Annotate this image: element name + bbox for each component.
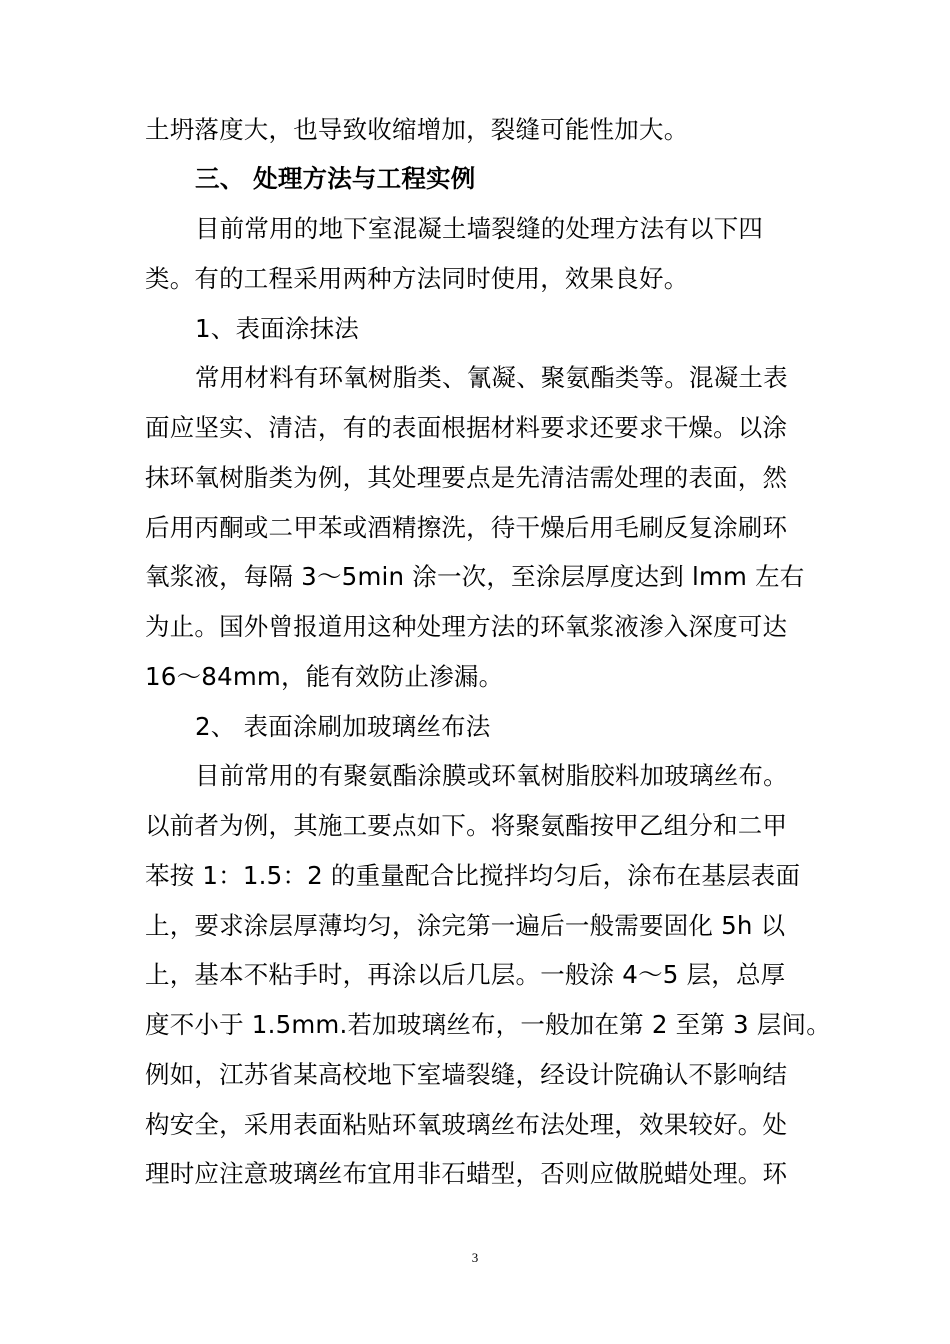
text-line: 16～84mm，能有效防止渗漏。 — [145, 662, 504, 691]
text-line: 后用丙酮或二甲苯或酒精擦洗，待干燥后用毛刷反复涂刷环 — [145, 513, 788, 542]
section-heading: 三、 处理方法与工程实例 — [195, 164, 476, 193]
text-line: 目前常用的地下室混凝土墙裂缝的处理方法有以下四 — [195, 214, 764, 243]
text-line: 氧浆液，每隔 3～5min 涂一次，至涂层厚度达到 lmm 左右 — [145, 562, 805, 591]
text-line: 类。有的工程采用两种方法同时使用，效果良好。 — [145, 264, 689, 293]
text-line: 目前常用的有聚氨酯涂膜或环氧树脂胶料加玻璃丝布。 — [195, 761, 788, 790]
text-line: 理时应注意玻璃丝布宜用非石蜡型，否则应做脱蜡处理。环 — [145, 1159, 788, 1188]
text-line: 上，基本不粘手时，再涂以后几层。一般涂 4～5 层，总厚 — [145, 960, 786, 989]
subsection-heading: 2、 表面涂刷加玻璃丝布法 — [195, 712, 491, 741]
text-line: 常用材料有环氧树脂类、氰凝、聚氨酯类等。混凝土表 — [195, 363, 788, 392]
text-line: 为止。国外曾报道用这种处理方法的环氧浆液渗入深度可达 — [145, 612, 788, 641]
text-line: 度不小于 1.5mm.若加玻璃丝布，一般加在第 2 至第 3 层间。 — [145, 1010, 831, 1039]
text-line: 苯按 1：1.5：2 的重量配合比搅拌均匀后，涂布在基层表面 — [145, 861, 801, 890]
text-line: 抹环氧树脂类为例，其处理要点是先清洁需处理的表面，然 — [145, 463, 788, 492]
text-line: 面应坚实、清洁，有的表面根据材料要求还要求干燥。以涂 — [145, 413, 788, 442]
text-line: 构安全，采用表面粘贴环氧玻璃丝布法处理，效果较好。处 — [145, 1110, 788, 1139]
page-number: 3 — [471, 1250, 479, 1265]
subsection-heading: 1、表面涂抹法 — [195, 314, 359, 343]
text-line: 土坍落度大，也导致收缩增加，裂缝可能性加大。 — [145, 115, 689, 144]
text-line: 上，要求涂层厚薄均匀，涂完第一遍后一般需要固化 5h 以 — [145, 911, 786, 940]
text-line: 例如，江苏省某高校地下室墙裂缝，经设计院确认不影响结 — [145, 1060, 788, 1089]
text-line: 以前者为例，其施工要点如下。将聚氨酯按甲乙组分和二甲 — [145, 811, 788, 840]
